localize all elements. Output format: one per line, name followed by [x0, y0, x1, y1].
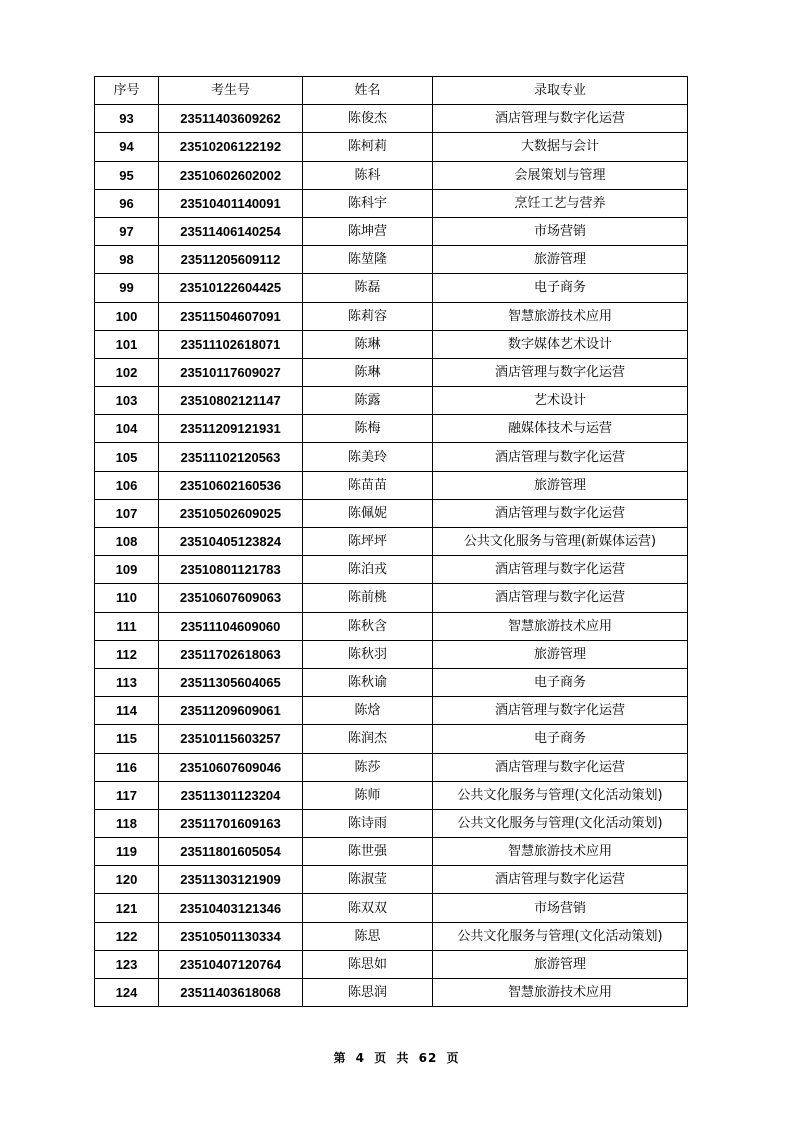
page-footer [0, 1049, 793, 1066]
cell-exam-id: 23510405123824 [159, 528, 303, 556]
cell-name: 陈琳 [303, 330, 433, 358]
cell-major: 会展策划与管理 [433, 161, 688, 189]
cell-name: 陈润杰 [303, 725, 433, 753]
cell-exam-id: 23511801605054 [159, 838, 303, 866]
cell-seq: 123 [95, 950, 159, 978]
cell-name: 陈美玲 [303, 443, 433, 471]
table-row [95, 838, 688, 866]
cell-name: 陈诗雨 [303, 809, 433, 837]
cell-major: 智慧旅游技术应用 [433, 838, 688, 866]
cell-exam-id: 23510117609027 [159, 358, 303, 386]
cell-seq: 98 [95, 246, 159, 274]
cell-seq: 118 [95, 809, 159, 837]
table-row [95, 979, 688, 1007]
cell-name: 陈秋含 [303, 612, 433, 640]
cell-exam-id: 23511102618071 [159, 330, 303, 358]
cell-major: 市场营销 [433, 217, 688, 245]
cell-exam-id: 23511406140254 [159, 217, 303, 245]
cell-major: 酒店管理与数字化运营 [433, 499, 688, 527]
table-row [95, 105, 688, 133]
cell-seq: 121 [95, 894, 159, 922]
cell-seq: 102 [95, 358, 159, 386]
cell-exam-id: 23510802121147 [159, 387, 303, 415]
cell-seq: 99 [95, 274, 159, 302]
cell-exam-id: 23511301123204 [159, 781, 303, 809]
cell-major: 酒店管理与数字化运营 [433, 443, 688, 471]
table-row [95, 612, 688, 640]
cell-name: 陈堃隆 [303, 246, 433, 274]
cell-seq: 109 [95, 556, 159, 584]
cell-major: 公共文化服务与管理(文化活动策划) [433, 922, 688, 950]
cell-exam-id: 23511305604065 [159, 668, 303, 696]
cell-seq: 104 [95, 415, 159, 443]
cell-major: 旅游管理 [433, 246, 688, 274]
cell-seq: 116 [95, 753, 159, 781]
cell-exam-id: 23510607609046 [159, 753, 303, 781]
cell-exam-id: 23510602602002 [159, 161, 303, 189]
table-row [95, 499, 688, 527]
cell-seq: 119 [95, 838, 159, 866]
cell-major: 电子商务 [433, 725, 688, 753]
cell-major: 数字媒体艺术设计 [433, 330, 688, 358]
footer-suffix: 页 [446, 1051, 460, 1065]
cell-major: 旅游管理 [433, 640, 688, 668]
cell-major: 酒店管理与数字化运营 [433, 556, 688, 584]
cell-name: 陈佩妮 [303, 499, 433, 527]
cell-exam-id: 23511702618063 [159, 640, 303, 668]
cell-exam-id: 23511209609061 [159, 697, 303, 725]
cell-name: 陈科宇 [303, 189, 433, 217]
cell-major: 酒店管理与数字化运营 [433, 358, 688, 386]
cell-name: 陈秋谕 [303, 668, 433, 696]
cell-name: 陈焓 [303, 697, 433, 725]
cell-exam-id: 23511403609262 [159, 105, 303, 133]
cell-exam-id: 23510122604425 [159, 274, 303, 302]
cell-exam-id: 23510801121783 [159, 556, 303, 584]
cell-name: 陈师 [303, 781, 433, 809]
cell-seq: 101 [95, 330, 159, 358]
cell-major: 融媒体技术与运营 [433, 415, 688, 443]
cell-seq: 103 [95, 387, 159, 415]
cell-major: 旅游管理 [433, 471, 688, 499]
cell-major: 智慧旅游技术应用 [433, 612, 688, 640]
cell-exam-id: 23510602160536 [159, 471, 303, 499]
cell-major: 智慧旅游技术应用 [433, 302, 688, 330]
cell-name: 陈琳 [303, 358, 433, 386]
cell-exam-id: 23510501130334 [159, 922, 303, 950]
cell-exam-id: 23511205609112 [159, 246, 303, 274]
cell-name: 陈秋羽 [303, 640, 433, 668]
cell-name: 陈世强 [303, 838, 433, 866]
cell-seq: 93 [95, 105, 159, 133]
cell-name: 陈思 [303, 922, 433, 950]
table-row [95, 387, 688, 415]
cell-exam-id: 23511303121909 [159, 866, 303, 894]
cell-seq: 117 [95, 781, 159, 809]
cell-exam-id: 23511701609163 [159, 809, 303, 837]
cell-major: 酒店管理与数字化运营 [433, 105, 688, 133]
cell-name: 陈梅 [303, 415, 433, 443]
cell-name: 陈莎 [303, 753, 433, 781]
header-name: 姓名 [303, 77, 433, 105]
table-row [95, 217, 688, 245]
cell-major: 艺术设计 [433, 387, 688, 415]
cell-major: 酒店管理与数字化运营 [433, 697, 688, 725]
cell-major: 旅游管理 [433, 950, 688, 978]
cell-name: 陈前桃 [303, 584, 433, 612]
cell-major: 智慧旅游技术应用 [433, 979, 688, 1007]
table-row [95, 725, 688, 753]
cell-name: 陈淑莹 [303, 866, 433, 894]
table-row [95, 866, 688, 894]
cell-name: 陈双双 [303, 894, 433, 922]
table-row [95, 415, 688, 443]
cell-exam-id: 23511504607091 [159, 302, 303, 330]
cell-name: 陈磊 [303, 274, 433, 302]
admission-table [94, 76, 688, 1007]
footer-current-page: 4 [355, 1051, 366, 1065]
cell-name: 陈科 [303, 161, 433, 189]
cell-name: 陈俊杰 [303, 105, 433, 133]
table-row [95, 443, 688, 471]
cell-exam-id: 23510401140091 [159, 189, 303, 217]
cell-seq: 122 [95, 922, 159, 950]
cell-seq: 106 [95, 471, 159, 499]
cell-seq: 94 [95, 133, 159, 161]
table-row [95, 950, 688, 978]
table-row [95, 189, 688, 217]
cell-seq: 108 [95, 528, 159, 556]
cell-seq: 100 [95, 302, 159, 330]
table-header-row [95, 77, 688, 105]
table-row [95, 246, 688, 274]
table-row [95, 133, 688, 161]
cell-seq: 97 [95, 217, 159, 245]
cell-exam-id: 23511403618068 [159, 979, 303, 1007]
table-row [95, 781, 688, 809]
cell-name: 陈苗苗 [303, 471, 433, 499]
table-row [95, 668, 688, 696]
table-row [95, 274, 688, 302]
cell-major: 酒店管理与数字化运营 [433, 584, 688, 612]
cell-seq: 120 [95, 866, 159, 894]
cell-exam-id: 23511102120563 [159, 443, 303, 471]
cell-major: 电子商务 [433, 274, 688, 302]
cell-major: 公共文化服务与管理(新媒体运营) [433, 528, 688, 556]
table-row [95, 471, 688, 499]
cell-name: 陈露 [303, 387, 433, 415]
footer-total-pages: 62 [418, 1051, 438, 1065]
header-major: 录取专业 [433, 77, 688, 105]
table-row [95, 809, 688, 837]
cell-major: 公共文化服务与管理(文化活动策划) [433, 809, 688, 837]
cell-name: 陈莉容 [303, 302, 433, 330]
table-row [95, 697, 688, 725]
cell-name: 陈坪坪 [303, 528, 433, 556]
cell-major: 市场营销 [433, 894, 688, 922]
table-row [95, 584, 688, 612]
table-row [95, 922, 688, 950]
cell-name: 陈柯莉 [303, 133, 433, 161]
cell-seq: 114 [95, 697, 159, 725]
cell-major: 电子商务 [433, 668, 688, 696]
cell-name: 陈泊戎 [303, 556, 433, 584]
header-seq: 序号 [95, 77, 159, 105]
table-row [95, 556, 688, 584]
footer-prefix: 第 [333, 1051, 347, 1065]
cell-name: 陈思如 [303, 950, 433, 978]
cell-seq: 107 [95, 499, 159, 527]
cell-seq: 115 [95, 725, 159, 753]
cell-seq: 124 [95, 979, 159, 1007]
table-row [95, 894, 688, 922]
table-row [95, 358, 688, 386]
cell-exam-id: 23510502609025 [159, 499, 303, 527]
cell-exam-id: 23510115603257 [159, 725, 303, 753]
cell-major: 公共文化服务与管理(文化活动策划) [433, 781, 688, 809]
cell-seq: 95 [95, 161, 159, 189]
table-row [95, 302, 688, 330]
cell-seq: 110 [95, 584, 159, 612]
cell-exam-id: 23510607609063 [159, 584, 303, 612]
cell-major: 酒店管理与数字化运营 [433, 866, 688, 894]
cell-exam-id: 23511209121931 [159, 415, 303, 443]
header-exam-id: 考生号 [159, 77, 303, 105]
cell-exam-id: 23510407120764 [159, 950, 303, 978]
cell-seq: 105 [95, 443, 159, 471]
cell-exam-id: 23510403121346 [159, 894, 303, 922]
footer-total-word: 共 [396, 1051, 410, 1065]
cell-name: 陈思润 [303, 979, 433, 1007]
table-body [95, 105, 688, 1007]
cell-exam-id: 23511104609060 [159, 612, 303, 640]
cell-major: 酒店管理与数字化运营 [433, 753, 688, 781]
cell-major: 烹饪工艺与营养 [433, 189, 688, 217]
cell-seq: 96 [95, 189, 159, 217]
cell-exam-id: 23510206122192 [159, 133, 303, 161]
cell-seq: 113 [95, 668, 159, 696]
table-row [95, 753, 688, 781]
table-row [95, 161, 688, 189]
cell-major: 大数据与会计 [433, 133, 688, 161]
cell-seq: 112 [95, 640, 159, 668]
cell-seq: 111 [95, 612, 159, 640]
table-row [95, 640, 688, 668]
footer-page-word: 页 [374, 1051, 388, 1065]
table-row [95, 330, 688, 358]
table-row [95, 528, 688, 556]
cell-name: 陈坤营 [303, 217, 433, 245]
